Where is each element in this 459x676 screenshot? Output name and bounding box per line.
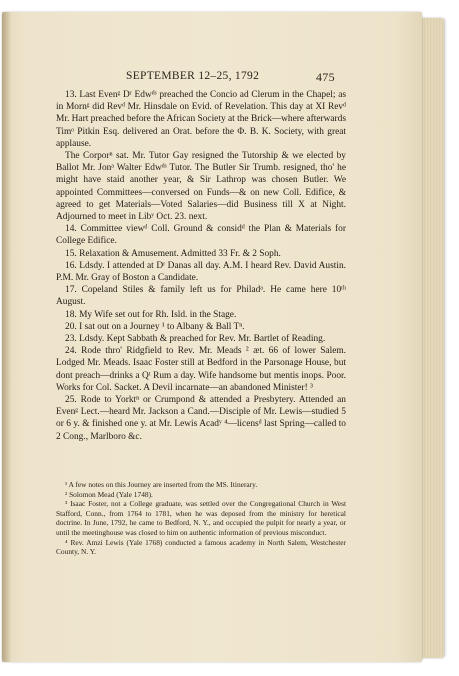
- entry-16: 16. Ldsdy. I attended at Dʳ Danas all day. A.M. I heard Rev. David Austin. P.M. Mr. Gray of Boston a Candidate.: [56, 260, 346, 284]
- entry-14: 14. Committee viewᵈ Coll. Ground & considᵈ the Plan & Materials for College Edifice.: [56, 224, 346, 247]
- entry-20: 20. I sat out on a Journey ¹ to Albany & Ball Tⁿ.: [65, 321, 245, 332]
- footnote-1: ¹ A few notes on this Journey are inserted from the MS. Itinerary.: [65, 480, 258, 489]
- footnote-4: ⁴ Rev. Amzi Lewis (Yale 1768) conducted a famous academy in North Salem, Westchester County, N. Y.: [56, 537, 346, 557]
- entry-15: 15. Relaxation & Amusement. Admitted 33 Fr. & 2 Soph.: [65, 248, 281, 259]
- entry-23: 23. Ldsdy. Kept Sabbath & preached for Rev. Mr. Bartlet of Reading.: [65, 334, 326, 345]
- entry-18: 18. My Wife set out for Rh. Isld. in the Stage.: [65, 309, 237, 320]
- diary-text: [56, 89, 346, 443]
- footnote-3: ³ Isaac Foster, not a College graduate, was settled over the Congregational Church in West Stafford, Conn., from 1764 to 1781, when he was deposed from the ministry for heretical doctrine. In June, 1792, he came to Bedford, N. Y., and occupied the pulpit for nearly a year, or until the meetinghouse was closed to him on authentic information of previous misconduct.: [56, 499, 346, 537]
- entry-24: 24. Rode thro' Ridgfield to Rev. Mr. Meads ² æt. 66 of lower Salem. Lodged Mr. Meads. Isaac Foster still at Bedford in the Parsonage House, but dont preach—drinks a Qᵗ Rum a day. Wife handsome but mentis inops. Poor. Works for Col. Sacket. A Devil incarnate—an abandoned Minister! ³: [56, 346, 346, 393]
- running-title: SEPTEMBER 12–25, 1792: [126, 70, 260, 82]
- footnote-2: ² Solomon Mead (Yale 1748).: [65, 489, 153, 499]
- entry-13: 13. Last Evenᵍ Dʳ Edwᵈˢ preached the Concio ad Clerum in the Chapel; as in Mornᵍ did Revᵈ Mr. Hinsdale on Evid. of Revelation. This day at XI Revᵈ Mr. Hart preached before the African Society at the Brick—where afterwards Timᵒ Pitkin Esq. delivered an Orat. before the Φ. B. K. Society, with great applause.: [56, 90, 346, 149]
- page-number: 475: [316, 70, 335, 84]
- entry-17: 17. Copeland Stiles & family left us for Philadᵃ. He came here 10ᵗʰ August.: [56, 285, 346, 308]
- page-gutter: [2, 12, 12, 662]
- entry-25: 25. Rode to Yorktⁿ or Crumpond & attended a Presbytery. Attended an Evenᵍ Lect.—heard Mr. Jackson a Cand.—Disciple of Mr. Lewis—studied 5 or 6 y. & finished one y. at Mr. Lewis Acadʸ ⁴—licensᵈ last Spring—called to 2 Cong., Marlboro &c.: [56, 395, 346, 442]
- entry-corporation: The Corporⁿ sat. Mr. Tutor Gay resigned the Tutorship & we elected by Ballot Mr. Jonᵃ Walter Edwᵈˢ Tutor. The Butler Sir Trumb. resigned, tho' he might have staid another year, & Sir Lathrop was chosen Butler. We appointed Committees—conversed on Funds—& on new Coll. Edifice, & agreed to get Materials—Voted Salaries—did Business till X at Night. Adjourned to meet in Libʸ Oct. 23. next.: [56, 151, 346, 223]
- footnotes: [56, 480, 346, 557]
